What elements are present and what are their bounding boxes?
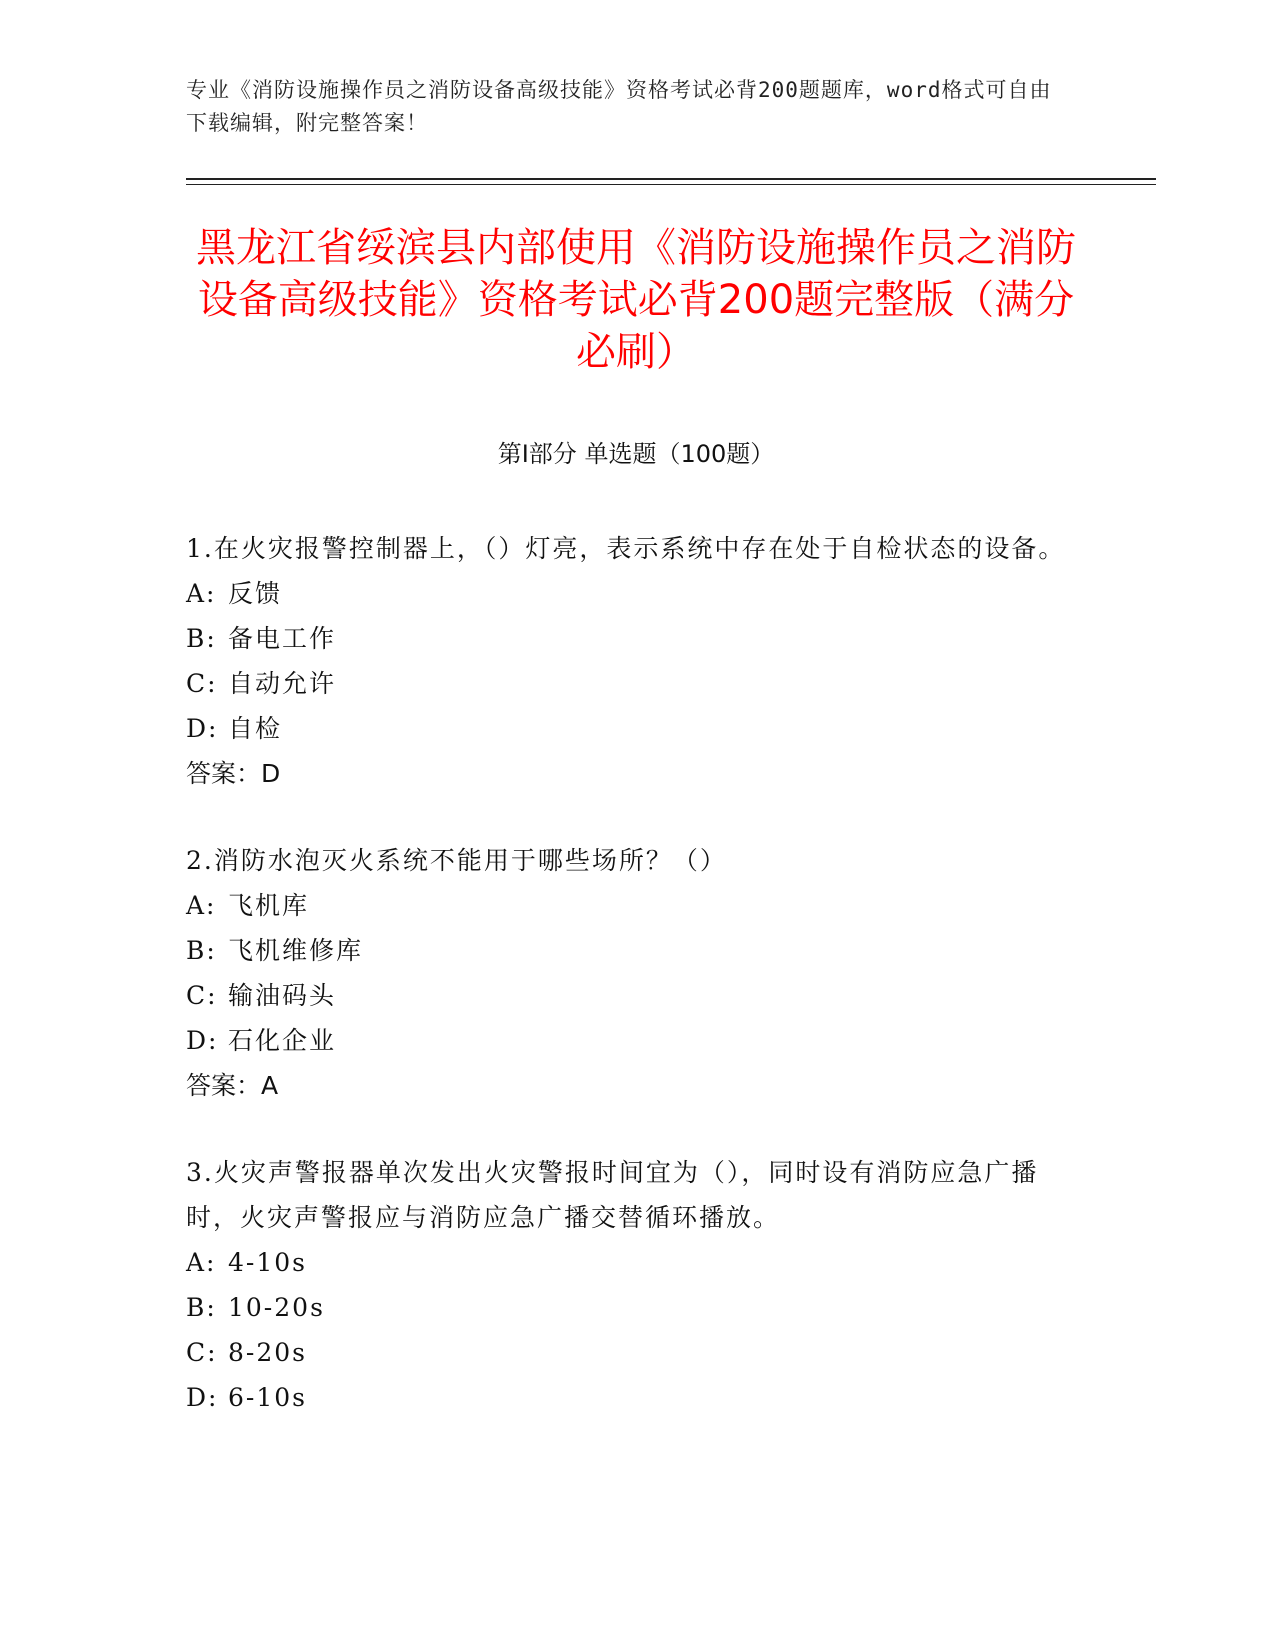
option-b — [186, 1285, 1066, 1330]
option-letter: B: — [186, 624, 217, 653]
option-text: 自检 — [228, 714, 283, 743]
option-text: 飞机维修库 — [228, 936, 364, 965]
option-text: 石化企业 — [228, 1026, 337, 1055]
option-b — [186, 928, 1066, 973]
option-letter: D: — [186, 1026, 219, 1055]
option-a — [186, 883, 1066, 928]
question-stem: 2.消防水泡灭火系统不能用于哪些场所？（） — [186, 846, 727, 875]
answer-line: 答案：A — [186, 1071, 279, 1100]
question-stem: 3.火灾声警报器单次发出火灾警报时间宜为（），同时设有消防应急广播时，火灾声警报应与消防应急广播交替循环播放。 — [186, 1158, 1039, 1232]
option-letter: D: — [186, 714, 219, 743]
option-text: 8-20s — [228, 1338, 307, 1367]
option-a — [186, 571, 1066, 616]
option-letter: C: — [186, 669, 218, 698]
option-text: 反馈 — [228, 579, 283, 608]
question-list — [186, 526, 1066, 1462]
option-text: 10-20s — [228, 1293, 325, 1322]
section-heading: 第Ⅰ部分 单选题（100题） — [497, 440, 775, 468]
option-text: 自动允许 — [228, 669, 337, 698]
option-a — [186, 1240, 1066, 1285]
option-d — [186, 706, 1066, 751]
question-2 — [186, 838, 1066, 1108]
option-d — [186, 1375, 1066, 1420]
option-c — [186, 973, 1066, 1018]
option-text: 输油码头 — [228, 981, 337, 1010]
option-text: 6-10s — [228, 1383, 307, 1412]
option-letter: A: — [186, 1248, 217, 1277]
option-letter: A: — [186, 579, 217, 608]
header-divider-thin — [186, 184, 1156, 185]
question-1 — [186, 526, 1066, 796]
option-text: 飞机库 — [228, 891, 310, 920]
option-letter: C: — [186, 981, 218, 1010]
option-c — [186, 661, 1066, 706]
question-stem: 1.在火灾报警控制器上，（）灯亮，表示系统中存在处于自检状态的设备。 — [186, 534, 1066, 563]
option-letter: B: — [186, 1293, 217, 1322]
document-title: 黑龙江省绥滨县内部使用《消防设施操作员之消防设备高级技能》资格考试必背200题完整版（满分必刷） — [196, 225, 1076, 375]
header-divider-thick — [186, 178, 1156, 180]
option-letter: D: — [186, 1383, 219, 1412]
option-letter: B: — [186, 936, 217, 965]
option-text: 4-10s — [228, 1248, 307, 1277]
header-note: 专业《消防设施操作员之消防设备高级技能》资格考试必背200题题库，word格式可自由下载编辑，附完整答案！ — [186, 78, 1052, 135]
option-letter: C: — [186, 1338, 218, 1367]
option-text: 备电工作 — [228, 624, 337, 653]
option-b — [186, 616, 1066, 661]
option-d — [186, 1018, 1066, 1063]
answer-line: 答案：D — [186, 759, 281, 788]
question-3 — [186, 1150, 1066, 1420]
option-c — [186, 1330, 1066, 1375]
option-letter: A: — [186, 891, 217, 920]
